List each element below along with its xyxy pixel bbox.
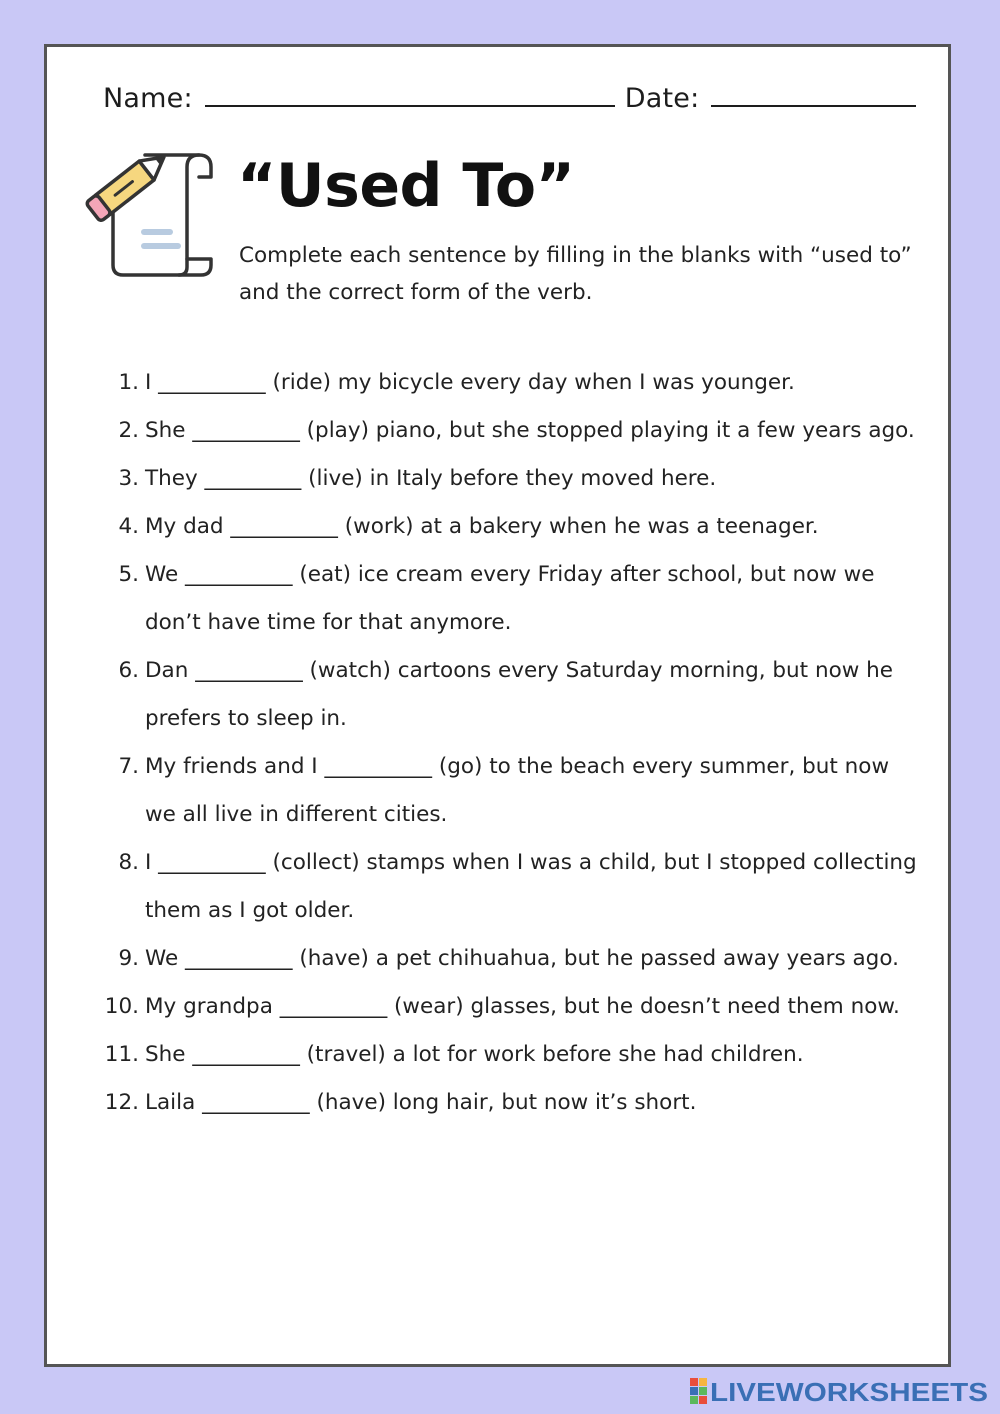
- item-number: 7.: [118, 754, 139, 779]
- item-number: 2.: [118, 418, 139, 443]
- item-text: We __________ (eat) ice cream every Friday after school, but now we don’t have time for that anymore.: [145, 562, 875, 635]
- exercise-item: [104, 1079, 922, 1127]
- exercise-item: [107, 551, 922, 647]
- exercise-item: [107, 839, 922, 935]
- item-number: 8.: [118, 850, 139, 875]
- exercise-item: [104, 983, 922, 1031]
- item-text: Dan __________ (watch) cartoons every Saturday morning, but now he prefers to sleep in.: [145, 658, 893, 731]
- item-number: 5.: [118, 562, 139, 587]
- item-text: She __________ (travel) a lot for work before she had children.: [145, 1042, 804, 1067]
- item-text: Laila __________ (have) long hair, but now it’s short.: [145, 1090, 697, 1115]
- exercise-item: [107, 455, 922, 503]
- item-text: I __________ (ride) my bicycle every day when I was younger.: [145, 370, 795, 395]
- item-number: 11.: [104, 1042, 139, 1067]
- item-text: They _________ (live) in Italy before they moved here.: [145, 466, 717, 491]
- worksheet-title: “Used To”: [237, 151, 575, 221]
- exercise-item: [107, 407, 922, 455]
- item-text: I __________ (collect) stamps when I was a child, but I stopped collecting them as I got older.: [145, 850, 917, 923]
- exercise-item: [107, 647, 922, 743]
- item-text: My grandpa __________ (wear) glasses, but he doesn’t need them now.: [145, 994, 900, 1019]
- exercise-item: [107, 503, 922, 551]
- pencil-and-scroll-icon: [83, 147, 217, 277]
- name-date-line: [103, 83, 916, 114]
- item-text: My friends and I __________ (go) to the beach every summer, but now we all live in different cities.: [145, 754, 890, 827]
- logo-text: LIVEWORKSHEETS: [710, 1377, 988, 1406]
- liveworksheets-logo: [690, 1376, 990, 1406]
- item-number: 4.: [118, 514, 139, 539]
- exercise-item: [107, 935, 922, 983]
- name-label: Name:: [103, 83, 193, 114]
- item-number: 1.: [118, 370, 139, 395]
- item-number: 3.: [118, 466, 139, 491]
- worksheet-page: [44, 44, 951, 1367]
- exercise-item: [104, 1031, 922, 1079]
- exercise-item: [107, 359, 922, 407]
- item-text: She __________ (play) piano, but she stopped playing it a few years ago.: [145, 418, 915, 443]
- item-number: 12.: [104, 1090, 139, 1115]
- date-label: Date:: [624, 83, 700, 114]
- instructions: Complete each sentence by filling in the blanks with “used to” and the correct form of the verb.: [239, 243, 912, 305]
- item-number: 6.: [118, 658, 139, 683]
- exercise-item: [107, 743, 922, 839]
- item-text: We __________ (have) a pet chihuahua, but he passed away years ago.: [145, 946, 899, 971]
- item-number: 10.: [104, 994, 139, 1019]
- name-field[interactable]: [205, 83, 615, 107]
- item-number: 9.: [118, 946, 139, 971]
- date-field[interactable]: [711, 83, 916, 107]
- exercise-list: [104, 359, 922, 1127]
- item-text: My dad __________ (work) at a bakery when he was a teenager.: [145, 514, 819, 539]
